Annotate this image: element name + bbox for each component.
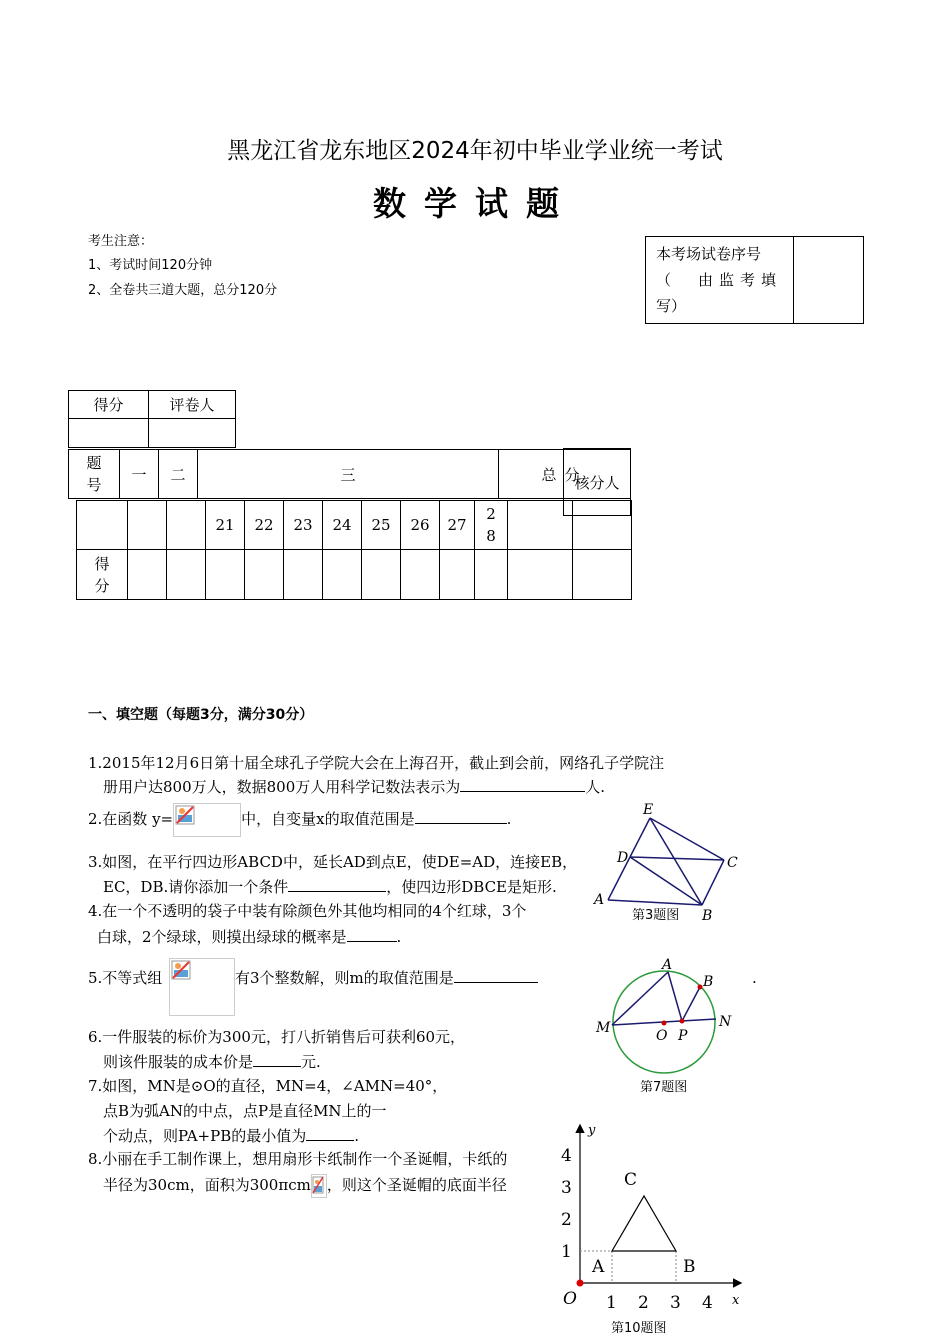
q8-line1: 8.小丽在手工制作课上，想用扇形卡纸制作一个圣诞帽，卡纸的 (88, 1150, 508, 1168)
q8-superscript-image-icon (311, 1174, 327, 1198)
col-total: 总分 (499, 450, 631, 499)
col-checker: 核分人 (564, 449, 631, 516)
q7-line2: 点B为弧AN的中点，点P是直径MN上的一 (103, 1102, 387, 1120)
fig3-label-a: A (594, 892, 605, 908)
score-cell[interactable] (167, 550, 206, 600)
sub-23: 23 (284, 501, 323, 550)
fig7-label-p: P (678, 1028, 688, 1044)
fig7-label-a: A (662, 957, 673, 973)
sub-28-a: 2 (486, 505, 496, 523)
section-1-heading: 一、填空题（每题3分，满分30分） (88, 707, 314, 723)
notice-heading: 考生注意： (88, 234, 154, 249)
score-cell[interactable] (475, 550, 508, 600)
score-cell[interactable] (206, 550, 245, 600)
grader-name-label: 评卷人 (149, 391, 236, 419)
fig10-point-c: C (624, 1170, 638, 1190)
fig10-xtick-2: 2 (638, 1293, 649, 1313)
col-section-3: 三 (198, 450, 499, 499)
fig10-xtick-3: 3 (670, 1293, 681, 1313)
grader-score-label: 得分 (69, 391, 149, 419)
score-cell[interactable] (128, 550, 167, 600)
grader-name-cell[interactable] (149, 419, 236, 448)
fig10-origin: O (563, 1289, 577, 1309)
fig3-caption: 第3题图 (632, 908, 680, 923)
q4-line2: 白球，2个绿球，则摸出绿球的概率是 . (97, 925, 401, 950)
q5-answer-blank[interactable] (454, 966, 538, 983)
score-cell[interactable] (323, 550, 362, 600)
q5: 5.不等式组 (88, 969, 163, 987)
q7-line3: 个动点，则PA+PB的最小值为 . (103, 1124, 359, 1149)
subject-title: 数学试题 (373, 184, 577, 223)
q6-line2: 则该件服装的成本价是 元. (103, 1050, 321, 1075)
tihao-2: 号 (86, 476, 102, 494)
exam-title: 黑龙江省龙东地区2024年初中毕业学业统一考试 (227, 138, 723, 164)
fig3-label-e: E (643, 802, 654, 818)
sub-27: 27 (440, 501, 475, 550)
sub-21: 21 (206, 501, 245, 550)
figure-7 (590, 950, 750, 1100)
score-table-header (68, 449, 631, 499)
q6-answer-blank[interactable] (253, 1050, 301, 1067)
score-cell[interactable] (284, 550, 323, 600)
fig10-ytick-4: 4 (561, 1146, 572, 1166)
sub-24: 24 (323, 501, 362, 550)
figure-10 (555, 1118, 755, 1340)
notice-item-1: 1、考试时间120分钟 (88, 258, 213, 273)
col-section-2: 二 (159, 450, 198, 499)
figure-3 (590, 800, 750, 930)
fig7-label-b: B (703, 974, 714, 990)
seat-box-line3: 写） (656, 297, 687, 315)
q7-line1: 7.如图，MN是⊙O的直径，MN=4，∠AMN=40°， (88, 1077, 448, 1095)
sub-25: 25 (362, 501, 401, 550)
fig10-point-b: B (683, 1257, 696, 1277)
q7-answer-blank[interactable] (306, 1124, 354, 1141)
score-cell[interactable] (362, 550, 401, 600)
q1-answer-blank[interactable] (460, 775, 585, 792)
fig3-label-c: C (727, 855, 738, 871)
sub-28-b: 8 (486, 527, 496, 545)
tihao-1: 题 (86, 454, 102, 472)
q3-line2: EC，DB.请你添加一个条件 ，使四边形DBCE是矩形. (103, 875, 557, 900)
q2-formula-image-icon (173, 803, 241, 837)
fig10-ytick-3: 3 (561, 1178, 572, 1198)
fig10-ytick-2: 2 (561, 1210, 572, 1230)
fig10-xtick-4: 4 (702, 1293, 713, 1313)
fig10-axis-y: y (588, 1123, 596, 1138)
sub-22: 22 (245, 501, 284, 550)
score-cell[interactable] (245, 550, 284, 600)
seat-number-field[interactable] (794, 237, 864, 324)
fig3-label-d: D (617, 850, 629, 866)
fig7-label-m: M (596, 1020, 611, 1036)
fig7-label-o: O (656, 1028, 668, 1044)
grader-score-cell[interactable] (69, 419, 149, 448)
q4-answer-blank[interactable] (347, 925, 397, 942)
sub-26: 26 (401, 501, 440, 550)
q3-line1: 3.如图，在平行四边形ABCD中，延长AD到点E，使DE=AD，连接EB， (88, 853, 578, 871)
defen-2: 分 (94, 576, 110, 595)
seat-number-box (645, 236, 864, 324)
grader-table (68, 390, 236, 448)
q2: 2.在函数 y= 中，自变量x的取值范围是 . (88, 803, 511, 837)
q1-line1: 1.2015年12月6日第十届全球孔子学院大会在上海召开，截止到会前，网络孔子学院注 (88, 754, 665, 772)
col-section-1: 一 (120, 450, 159, 499)
fig10-xtick-1: 1 (606, 1293, 617, 1313)
q4-line1: 4.在一个不透明的袋子中装有除颜色外其他均相同的4个红球，3个 (88, 902, 527, 920)
q5-period: . (752, 969, 757, 987)
q6-line1: 6.一件服装的标价为300元，打八折销售后可获利60元， (88, 1028, 466, 1046)
q5-rest: 有3个整数解，则m的取值范围是 (235, 966, 538, 991)
score-cell[interactable] (508, 550, 573, 600)
fig10-caption: 第10题图 (611, 1321, 667, 1336)
fig10-ytick-1: 1 (561, 1242, 572, 1262)
fig10-point-a: A (592, 1257, 605, 1277)
score-cell[interactable] (401, 550, 440, 600)
q3-answer-blank[interactable] (288, 875, 386, 892)
q8-line2: 半径为30cm，面积为300πcm ，则这个圣诞帽的底面半径 (103, 1173, 507, 1198)
fig10-axis-x: x (732, 1293, 740, 1308)
fig7-caption: 第7题图 (640, 1080, 688, 1095)
score-cell[interactable] (573, 550, 632, 600)
fig7-label-n: N (719, 1014, 732, 1030)
score-table-body (76, 500, 632, 600)
score-cell[interactable] (440, 550, 475, 600)
q1-line2: 册用户达800万人，数据800万人用科学记数法表示为 人. (103, 775, 605, 800)
notice-item-2: 2、全卷共三道大题，总分120分 (88, 283, 278, 298)
seat-box-line2: （ 由监考填 (656, 271, 783, 289)
q2-answer-blank[interactable] (415, 807, 507, 824)
seat-box-line1: 本考场试卷序号 (656, 245, 762, 263)
q5-inequality-image-icon (169, 958, 235, 1016)
fig3-label-b: B (702, 908, 713, 924)
defen-1: 得 (94, 554, 110, 573)
